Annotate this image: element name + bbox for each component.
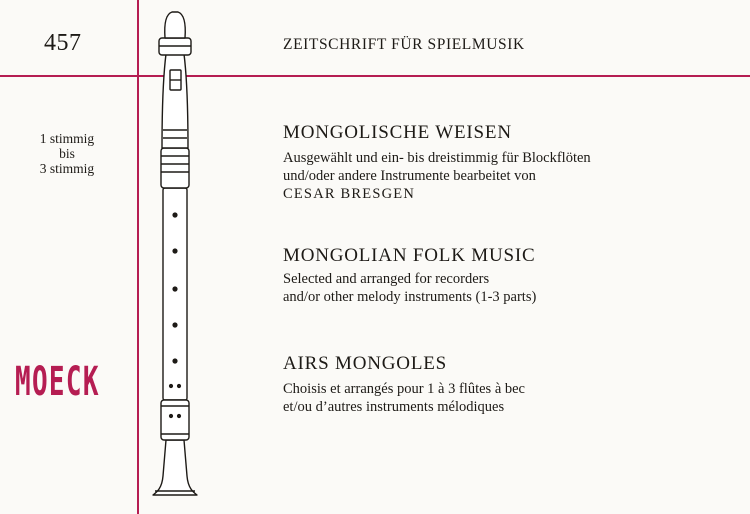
french-description-line: Choisis et arrangés pour 1 à 3 flûtes à bec: [283, 381, 525, 397]
publisher-logo: MOECK: [15, 359, 100, 405]
voicing-line: bis: [59, 146, 75, 161]
french-description-line: et/ou d’autres instruments mélodiques: [283, 399, 505, 415]
composer-name: CESAR BRESGEN: [283, 186, 416, 202]
german-title: MONGOLISCHE WEISEN: [283, 122, 512, 143]
voicing-line: 1 stimmig: [39, 131, 95, 146]
voicing-label: [20, 131, 114, 176]
series-title: ZEITSCHRIFT FÜR SPIELMUSIK: [283, 36, 525, 53]
series-number: 457: [44, 30, 82, 56]
german-description-line: Ausgewählt und ein- bis dreistimmig für Blockflöten: [283, 150, 591, 166]
english-title: MONGOLIAN FOLK MUSIC: [283, 245, 536, 266]
voicing-line: 3 stimmig: [39, 161, 95, 176]
french-title: AIRS MONGOLES: [283, 353, 447, 374]
english-description-line: and/or other melody instruments (1-3 parts): [283, 289, 537, 305]
german-description-line: und/oder andere Instrumente bearbeitet von: [283, 168, 536, 184]
english-description-line: Selected and arranged for recorders: [283, 271, 490, 287]
